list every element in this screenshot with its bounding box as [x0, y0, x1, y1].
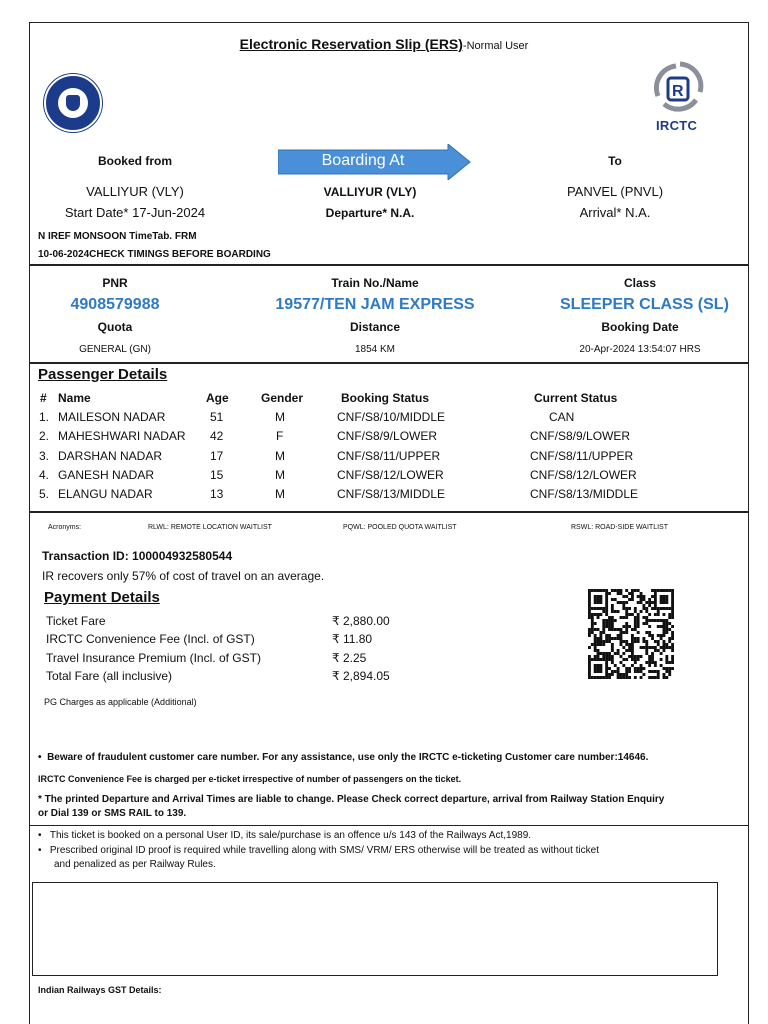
gst-details-label: Indian Railways GST Details: [38, 985, 162, 995]
passenger-current-status: CAN [549, 410, 575, 424]
passenger-current-status: CNF/S8/11/UPPER [530, 449, 634, 463]
frame-right-border [748, 22, 749, 1024]
arrival-time: Arrival* N.A. [579, 205, 651, 220]
pnr-number: 4908579988 [70, 296, 160, 313]
legal-bullet-1: • This ticket is booked on a personal User ID, its sale/purchase is an offence u/s 143 of the Railways Act,1989. [38, 830, 532, 841]
timing-disclaimer-line2: or Dial 139 or SMS RAIL to 139. [38, 808, 187, 819]
passenger-booking-status: CNF/S8/10/MIDDLE [337, 410, 446, 424]
legal-bullet-2-continued: and penalized as per Railway Rules. [54, 859, 216, 870]
passenger-gender: F [276, 429, 284, 443]
start-date: Start Date* 17-Jun-2024 [64, 205, 206, 220]
to-label: To [608, 154, 622, 168]
payment-label-total: Total Fare (all inclusive) [46, 669, 173, 683]
booked-from-label: Booked from [97, 154, 172, 168]
transaction-id: Transaction ID: 100004932580544 [42, 549, 233, 563]
empty-info-box [32, 882, 718, 976]
timetable-notice-line2: 10-06-2024CHECK TIMINGS BEFORE BOARDING [38, 249, 271, 260]
svg-text:R: R [672, 83, 684, 100]
acronym-rlwl: RLWL: REMOTE LOCATION WAITLIST [148, 524, 272, 531]
passenger-booking-status: CNF/S8/11/UPPER [337, 449, 441, 463]
passenger-name: DARSHAN NADAR [58, 449, 163, 463]
divider [29, 511, 749, 513]
from-station: VALLIYUR (VLY) [86, 184, 184, 199]
passenger-gender: M [275, 449, 285, 463]
train-label: Train No./Name [331, 276, 419, 290]
ers-title: Electronic Reservation Slip (ERS) [239, 36, 463, 52]
col-header-age: Age [206, 391, 229, 405]
class-value: SLEEPER CLASS (SL) [560, 296, 729, 313]
payment-label-ticket-fare: Ticket Fare [46, 614, 106, 628]
frame-left-border [29, 22, 30, 1024]
booking-date-value: 20-Apr-2024 13:54:07 HRS [579, 344, 701, 355]
ers-subtitle: -Normal User [462, 40, 529, 52]
legal-bullet-2-text: Prescribed original ID proof is required while travelling along with SMS/ VRM/ ERS otherwise will be treated as without ticket [49, 845, 599, 856]
frame-top-border [29, 22, 749, 23]
payment-label-insurance: Travel Insurance Premium (Incl. of GST) [46, 651, 261, 665]
payment-details-heading: Payment Details [44, 589, 160, 606]
departure-time: Departure* N.A. [325, 206, 415, 220]
passenger-booking-status: CNF/S8/12/LOWER [337, 468, 444, 482]
payment-value-ticket-fare: ₹ 2,880.00 [332, 614, 390, 628]
quota-value: GENERAL (GN) [79, 344, 151, 355]
to-station: PANVEL (PNVL) [566, 184, 664, 199]
payment-value-total: ₹ 2,894.05 [332, 669, 390, 683]
payment-value-convenience-fee: ₹ 11.80 [332, 632, 373, 646]
passenger-age: 15 [210, 468, 224, 482]
passenger-gender: M [275, 468, 285, 482]
page-title [0, 36, 768, 52]
irctc-logo-text: IRCTC [656, 118, 698, 133]
boarding-at-label: Boarding At [321, 152, 405, 169]
boarding-station: VALLIYUR (VLY) [323, 185, 417, 199]
boarding-arrow [278, 144, 474, 180]
passenger-name: MAHESHWARI NADAR [58, 429, 186, 443]
passenger-details-heading: Passenger Details [38, 366, 168, 383]
passenger-age: 13 [210, 487, 224, 501]
passenger-current-status: CNF/S8/13/MIDDLE [530, 487, 639, 501]
passenger-current-status: CNF/S8/12/LOWER [530, 468, 637, 482]
payment-value-insurance: ₹ 2.25 [332, 651, 367, 665]
passenger-booking-status: CNF/S8/13/MIDDLE [337, 487, 446, 501]
passenger-booking-status: CNF/S8/9/LOWER [337, 429, 438, 443]
col-header-booking-status: Booking Status [341, 391, 430, 405]
passenger-num: 3. [39, 449, 50, 463]
passenger-gender: M [275, 410, 285, 424]
passenger-num: 5. [39, 487, 50, 501]
ir-recovery-note: IR recovers only 57% of cost of travel on an average. [42, 569, 325, 583]
passenger-age: 17 [210, 449, 224, 463]
fraud-warning: • Beware of fraudulent customer care number. For any assistance, use only the IRCTC e-ticketing Customer care number:14646. [38, 752, 649, 763]
col-header-gender: Gender [261, 391, 304, 405]
acronym-rswl: RSWL: ROAD-SIDE WAITLIST [571, 524, 668, 531]
col-header-name: Name [58, 391, 91, 405]
divider [29, 362, 749, 364]
acronym-pqwl: PQWL: POOLED QUOTA WAITLIST [343, 524, 457, 531]
passenger-num: 2. [39, 429, 50, 443]
irctc-logo [646, 58, 710, 136]
passenger-name: MAILESON NADAR [58, 410, 166, 424]
acronyms-label: Acronyms: [48, 524, 82, 531]
passenger-age: 51 [210, 410, 224, 424]
indian-railways-logo [44, 74, 102, 132]
passenger-age: 42 [210, 429, 224, 443]
passenger-gender: M [275, 487, 285, 501]
qr-code [588, 589, 674, 679]
passenger-name: ELANGU NADAR [58, 487, 153, 501]
passenger-current-status: CNF/S8/9/LOWER [530, 429, 631, 443]
distance-value: 1854 KM [354, 344, 396, 355]
timetable-notice-line1: N IREF MONSOON TimeTab. FRM [38, 231, 197, 242]
divider [29, 825, 749, 826]
divider [29, 264, 749, 266]
fraud-warning-text: Beware of fraudulent customer care number. For any assistance, use only the IRCTC e-ticketing Customer care number:14646. [47, 752, 649, 763]
booking-date-label: Booking Date [601, 320, 679, 334]
legal-bullet-2: • Prescribed original ID proof is required while travelling along with SMS/ VRM/ ERS otherwise will be treated as without ticket [38, 845, 599, 856]
passenger-num: 1. [39, 410, 50, 424]
quota-label: Quota [97, 320, 133, 334]
passenger-num: 4. [39, 468, 50, 482]
col-header-current-status: Current Status [534, 391, 618, 405]
timing-disclaimer-line1: * The printed Departure and Arrival Times are liable to change. Please Check correct departure, arrival from Railway Station Enquiry [38, 794, 665, 805]
payment-label-convenience-fee: IRCTC Convenience Fee (Incl. of GST) [46, 632, 255, 646]
pnr-label: PNR [102, 276, 128, 290]
distance-label: Distance [349, 320, 401, 334]
passenger-name: GANESH NADAR [58, 468, 155, 482]
convenience-fee-note: IRCTC Convenience Fee is charged per e-ticket irrespective of number of passengers on the ticket. [38, 774, 462, 784]
train-name: 19577/TEN JAM EXPRESS [275, 296, 475, 313]
class-label: Class [623, 276, 657, 290]
legal-bullet-1-text: This ticket is booked on a personal User ID, its sale/purchase is an offence u/s 143 of the Railways Act,1989. [49, 830, 532, 841]
col-header-num: # [40, 391, 47, 405]
pg-charges-note: PG Charges as applicable (Additional) [44, 697, 197, 707]
